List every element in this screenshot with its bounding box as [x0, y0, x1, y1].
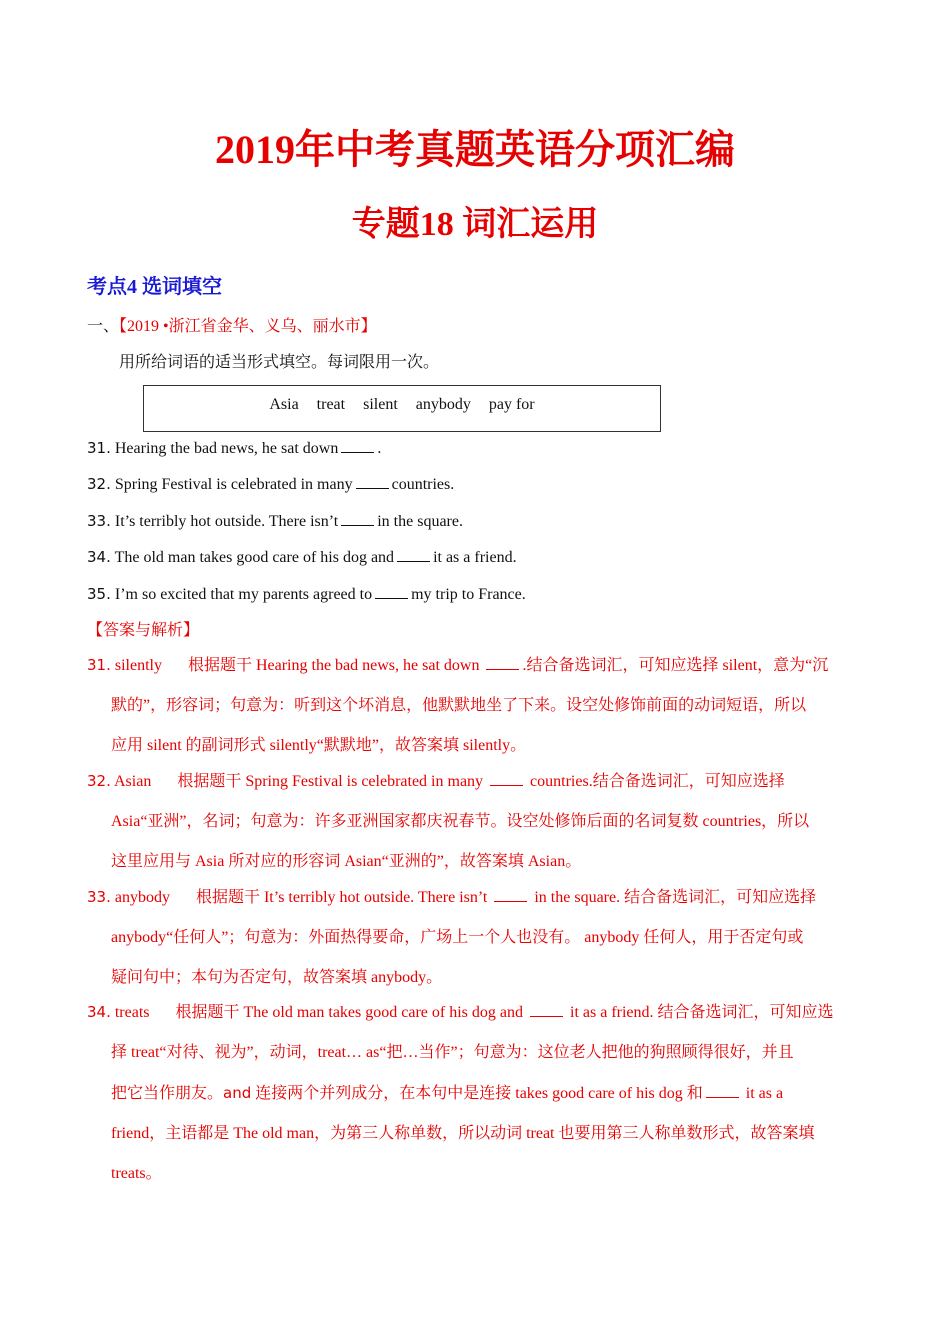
answer-number: 34.	[87, 1003, 111, 1021]
word-bank-box	[143, 385, 661, 432]
question-item	[87, 436, 381, 461]
answer-text: in the square. 结合备选词汇，可知应选择	[534, 889, 817, 906]
answer-text: 根据题干 The old man takes good care of his dog and	[175, 1004, 523, 1021]
answer-number: 32.	[87, 772, 111, 790]
answer-blank	[356, 474, 389, 489]
answer-item	[87, 992, 864, 1194]
answer-blank	[486, 655, 519, 670]
answer-item	[87, 761, 864, 882]
question-text: It’s terribly hot outside. There isn’t	[114, 513, 339, 530]
source-prefix: 一、	[87, 318, 120, 335]
page-title: 2019年中考真题英语分项汇编	[215, 127, 735, 172]
answer-line: 择 treat“对待、视为”，动词，treat… as“把…当作”；句意为：这位老人把他的狗照顾得很好，并且	[111, 1044, 794, 1061]
answer-blank	[375, 584, 408, 599]
question-number: 33.	[87, 512, 111, 530]
question-item	[87, 545, 517, 570]
question-text: it as a friend.	[433, 549, 517, 566]
question-item	[87, 472, 454, 497]
word-bank-item: Asia	[269, 396, 299, 413]
answer-word: silently	[114, 657, 162, 674]
answer-line: 默的”，形容词；句意为：听到这个坏消息，他默默地坐了下来。设空处修饰前面的动词短语，所以	[111, 697, 807, 714]
question-text: Hearing the bad news, he sat down	[114, 440, 339, 457]
answer-blank	[490, 771, 523, 786]
answer-line: 疑问句中；本句为否定句，故答案填 anybody。	[111, 969, 443, 986]
answer-text: and	[223, 1084, 252, 1102]
answer-line	[87, 1073, 864, 1114]
exercise-source	[87, 315, 377, 339]
answer-text: it as a	[745, 1085, 784, 1102]
answer-text: .结合备选词汇，可知应选择 silent，意为“沉	[522, 657, 829, 674]
word-bank-item: treat	[316, 396, 346, 413]
question-text: in the square.	[377, 513, 463, 530]
answer-text: 连接两个并列成分，在本句中是连接 takes good care of his dog 和	[255, 1085, 703, 1102]
answer-text: it as a friend. 结合备选词汇，可知应选	[570, 1004, 834, 1021]
answer-blank	[341, 511, 374, 526]
word-bank-item: anybody	[415, 396, 471, 413]
answer-blank	[530, 1002, 563, 1017]
source-label: 【2019 •浙江省金华、义乌、丽水市】	[119, 318, 377, 335]
answer-text: 把它当作朋友。	[111, 1085, 224, 1102]
answer-word: treats	[114, 1004, 150, 1021]
answer-word: anybody	[114, 889, 170, 906]
answer-blank	[494, 887, 527, 902]
section-heading: 考点4 选词填空	[87, 276, 222, 298]
answer-blank	[341, 438, 374, 453]
answer-line: friend，主语都是 The old man，为第三人称单数，所以动词 treat 也要用第三人称单数形式，故答案填	[111, 1125, 815, 1142]
word-bank-item: pay for	[488, 396, 535, 413]
answer-heading: 【答案与解析】	[87, 622, 200, 639]
answer-line	[87, 761, 864, 802]
question-number: 31.	[87, 439, 111, 457]
answer-line: anybody“任何人”；句意为：外面热得要命，广场上一个人也没有。 anybody 任何人，用于否定句或	[111, 929, 804, 946]
answer-line	[87, 645, 864, 686]
answer-blank	[706, 1083, 739, 1098]
answer-word: Asian	[113, 773, 152, 790]
page-subtitle: 专题18 词汇运用	[351, 206, 599, 243]
question-number: 32.	[87, 475, 111, 493]
word-bank-item: silent	[363, 396, 398, 413]
answer-line	[87, 992, 864, 1033]
answer-text: countries.结合备选词汇，可知应选择	[530, 773, 785, 790]
question-text: .	[377, 440, 382, 457]
answer-line: Asia“亚洲”，名词；句意为：许多亚洲国家都庆祝春节。设空处修饰后面的名词复数 countries，所以	[111, 813, 810, 830]
answer-blank	[397, 547, 430, 562]
question-number: 34.	[87, 548, 111, 566]
answer-text: 根据题干 Spring Festival is celebrated in many	[177, 773, 484, 790]
answer-item	[87, 645, 864, 766]
answer-text: 根据题干 It’s terribly hot outside. There isn’t	[195, 889, 488, 906]
answer-line: treats。	[111, 1165, 162, 1182]
question-text: countries.	[391, 476, 455, 493]
question-item	[87, 509, 463, 534]
answer-line: 应用 silent 的副词形式 silently“默默地”，故答案填 silently。	[111, 737, 527, 754]
answer-line	[87, 877, 864, 918]
answer-number: 31.	[87, 656, 111, 674]
question-item	[87, 582, 526, 607]
question-text: Spring Festival is celebrated in many	[114, 476, 353, 493]
exercise-instruction: 用所给词语的适当形式填空。每词限用一次。	[119, 354, 440, 371]
question-number: 35.	[87, 585, 111, 603]
question-text: The old man takes good care of his dog and	[114, 549, 395, 566]
question-text: my trip to France.	[411, 586, 526, 603]
answer-text: 根据题干 Hearing the bad news, he sat down	[187, 657, 480, 674]
answer-line: 这里应用与 Asia 所对应的形容词 Asian“亚洲的”，故答案填 Asian。	[111, 853, 582, 870]
question-text: I’m so excited that my parents agreed to	[114, 586, 373, 603]
answer-number: 33.	[87, 888, 111, 906]
answer-item	[87, 877, 864, 998]
